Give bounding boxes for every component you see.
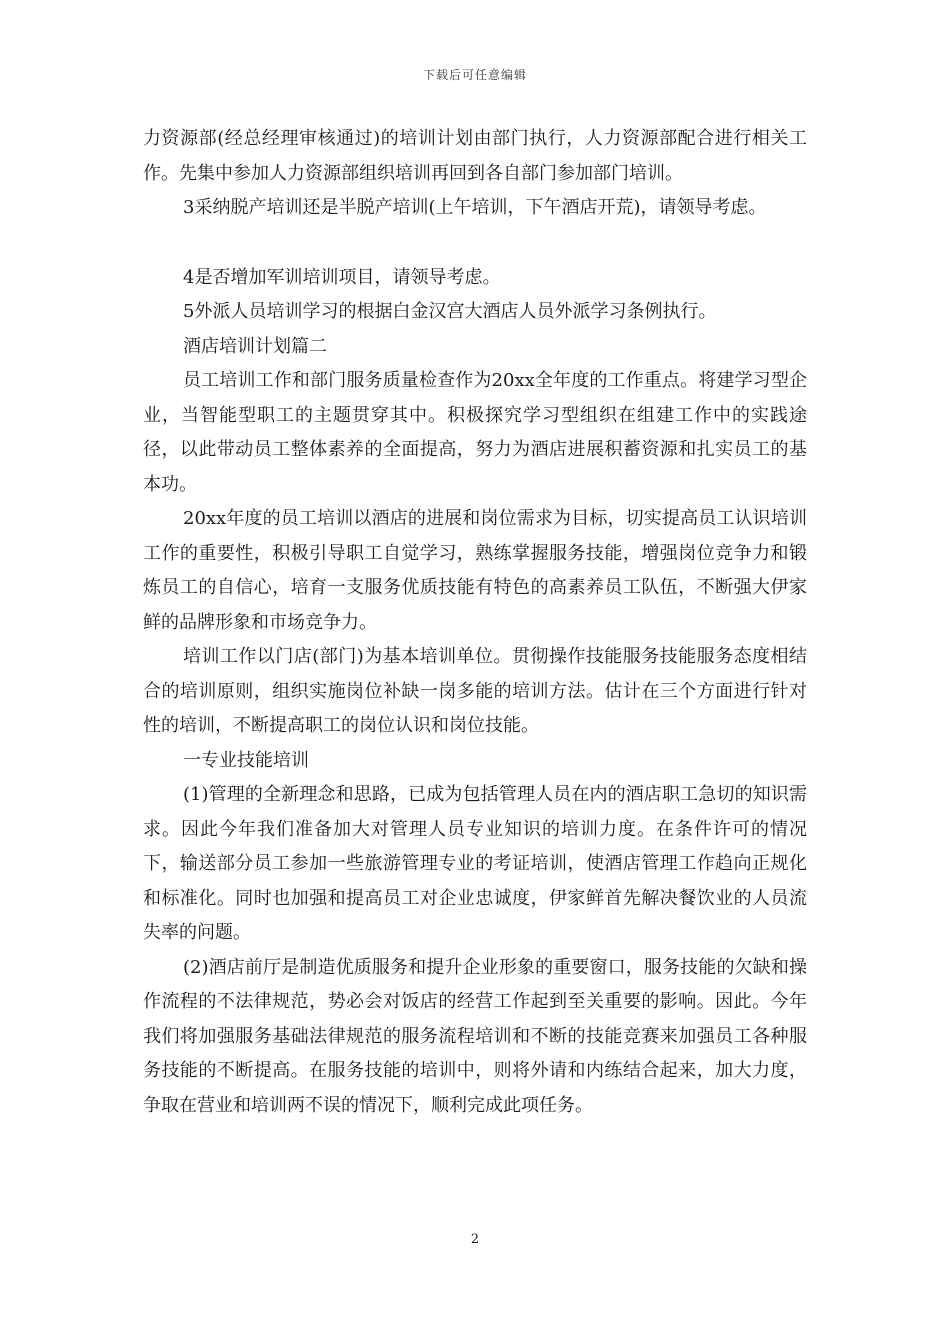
paragraph-point-1: (1)管理的全新理念和思路，已成为包括管理人员在内的酒店职工急切的知识需求。因此今年我们准备加大对管理人员专业知识的培训力度。在条件许可的情况下，输送部分员工参加一些旅游管理专业的考证培训，使酒店管理工作趋向正规化和标准化。同时也加强和提高员工对企业忠诚度，伊家鲜首先解决餐饮业的人员流失率的问题。 <box>143 784 807 943</box>
paragraph-item-4: 4是否增加军训培训项目，请领导考虑。 <box>183 266 501 288</box>
section-heading: 酒店培训计划篇二 <box>183 335 327 357</box>
paragraph-method: 培训工作以门店(部门)为基本培训单位。贯彻操作技能服务技能服务态度相结合的培训原则，组织实施岗位补缺一岗多能的培训方法。估计在三个方面进行针对性的培训，不断提高职工的岗位认识和岗位技能。 <box>143 646 807 736</box>
paragraph-goals: 20xx年度的员工培训以酒店的进展和岗位需求为目标，切实提高员工认识培训工作的重要性，积极引导职工自觉学习，熟练掌握服务技能，增强岗位竞争力和锻炼员工的自信心，培育一支服务优质技能有特色的高素养员工队伍，不断强大伊家鲜的品牌形象和市场竞争力。 <box>143 508 807 633</box>
paragraph-item-5: 5外派人员培训学习的根据白金汉宫大酒店人员外派学习条例执行。 <box>183 301 717 322</box>
subsection-heading: 一专业技能培训 <box>183 749 309 771</box>
paragraph-overview: 员工培训工作和部门服务质量检查作为20xx全年度的工作重点。将建学习型企业，当智能型职工的主题贯穿其中。积极探究学习型组织在组建工作中的实践途径，以此带动员工整体素养的全面提高，努力为酒店进展积蓄资源和扎实员工的基本功。 <box>143 370 807 495</box>
page-header-note: 下载后可任意编辑 <box>422 68 527 82</box>
paragraph-item-3: 3采纳脱产培训还是半脱产培训(上午培训，下午酒店开荒)，请领导考虑。 <box>183 197 767 218</box>
page-number: 2 <box>470 1232 480 1247</box>
document-body <box>143 122 807 1123</box>
blank-line <box>143 226 807 261</box>
paragraph-point-2: (2)酒店前厅是制造优质服务和提升企业形象的重要窗口，服务技能的欠缺和操作流程的不法律规范，势必会对饭店的经营工作起到至关重要的影响。因此。今年我们将加强服务基础法律规范的服务流程培训和不断的技能竞赛来加强员工各种服务技能的不断提高。在服务技能的培训中，则将外请和内练结合起来，加大力度，争取在营业和培训两不误的情况下，顺利完成此项任务。 <box>143 956 807 1116</box>
paragraph-continuation: 力资源部(经总经理审核通过)的培训计划由部门执行，人力资源部配合进行相关工作。先集中参加人力资源部组织培训再回到各自部门参加部门培训。 <box>143 128 807 184</box>
